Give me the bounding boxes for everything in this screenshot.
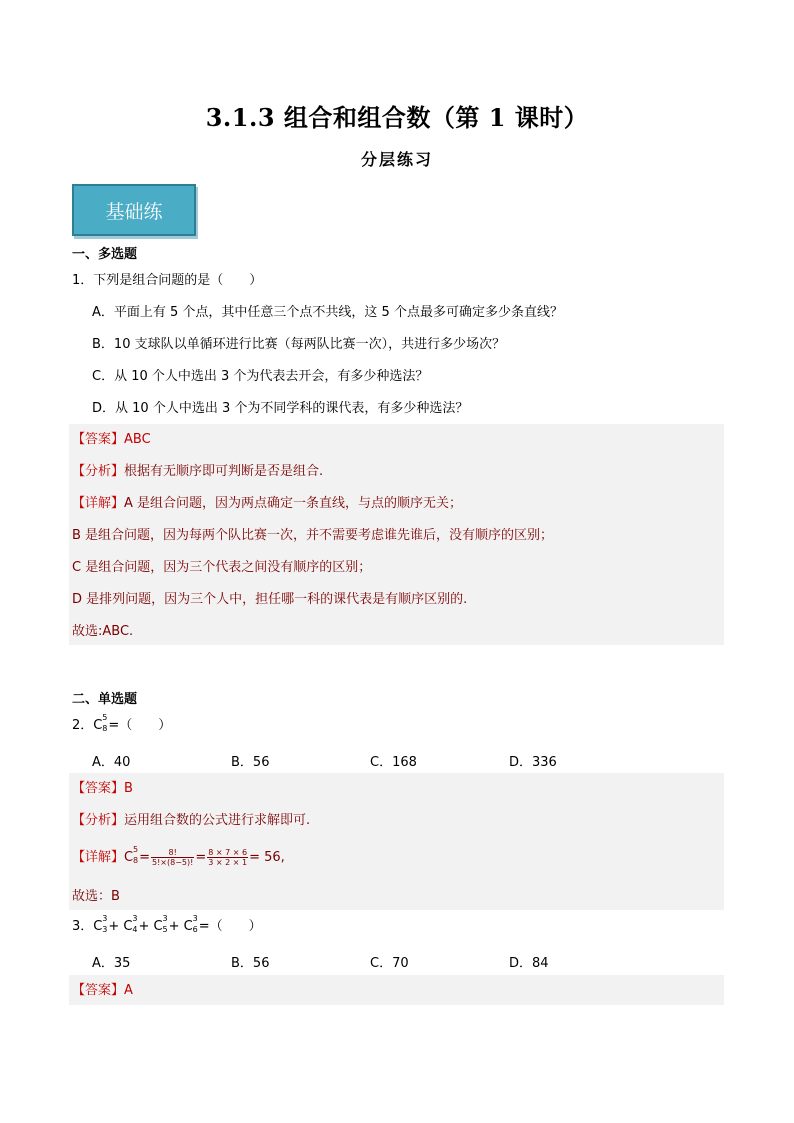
q2-analysis-label: 【分析】 (72, 813, 125, 828)
question-1-option-d: D．从 10 个人中选出 3 个为不同学科的课代表，有多少种选法？ (92, 401, 469, 416)
q2-choice-c: C．168 (370, 755, 417, 770)
q3-answer-value: A (124, 983, 133, 998)
q1-detail-text: A 是组合问题，因为两点确定一条直线，与点的顺序无关； (124, 496, 463, 511)
q2-detail-result: = 56, (249, 850, 285, 865)
q1-detail-c: C 是组合问题，因为三个代表之间没有顺序的区别； (72, 560, 372, 575)
q1-detail-b: B 是组合问题，因为每两个队比赛一次，并不需要考虑谁先谁后，没有顺序的区别； (72, 528, 554, 543)
question-1-option-b: B．10 支球队以单循环进行比赛（每两队比赛一次），共进行多少场次？ (92, 337, 506, 352)
page-subtitle: 分层练习 (360, 150, 433, 169)
q2-fraction-factorial: $\frac{8!}{5!\times(8-5)!}$ (152, 848, 194, 867)
q3-choice-b: B．56 (231, 956, 270, 971)
question-3-choices (92, 952, 652, 971)
question-2-stem (72, 713, 172, 734)
q3-plus-1: + (108, 919, 120, 934)
q3-term-4: C 3 6 (183, 914, 198, 934)
q2-combination-symbol: C 5 8 (93, 713, 108, 733)
level-badge: 基础练 (72, 184, 196, 236)
question-1-option-a: A．平面上有 5 个点，其中任意三个点不共线，这 5 个点最多可确定多少条直线？ (92, 305, 563, 320)
q2-choice-d: D．336 (509, 755, 557, 770)
q1-detail-d: D 是排列问题，因为三个人中，担任哪一科的课代表是有顺序区别的. (72, 592, 468, 607)
q3-answer-label: 【答案】 (72, 983, 125, 998)
q3-number: 3． (72, 919, 94, 934)
q2-answer-value: B (124, 781, 133, 796)
q2-choice-b: B．56 (231, 755, 270, 770)
q1-analysis-line (72, 464, 323, 480)
question-2-choices (92, 751, 652, 770)
q2-analysis-line (72, 813, 310, 829)
q3-choice-c: C．70 (370, 956, 409, 971)
q1-answer-value: ABC (124, 432, 151, 447)
question-3-solution-box (69, 975, 724, 1005)
q1-detail-line (72, 496, 462, 512)
q3-plus-3: + (168, 919, 180, 934)
q2-detail-eq1: = (139, 850, 150, 865)
question-2-solution-box (69, 773, 724, 910)
section-heading-single: 二、单选题 (72, 692, 138, 707)
question-3-stem (72, 914, 262, 935)
q1-answer-label: 【答案】 (72, 432, 125, 447)
q3-term-2: C 3 4 (123, 914, 138, 934)
q2-detail-label: 【详解】 (72, 850, 125, 865)
q2-analysis-text: 运用组合数的公式进行求解即可. (124, 813, 311, 828)
q3-stem-tail: =（ ） (198, 919, 262, 934)
q1-detail-label: 【详解】 (72, 496, 125, 511)
q3-term-3: C 3 5 (153, 914, 168, 934)
q2-detail-eq2: = (195, 850, 207, 865)
question-1-solution-box (69, 424, 724, 645)
q2-detail-line (72, 845, 285, 871)
q2-detail-combination: C 5 8 (124, 845, 139, 865)
q2-number: 2． (72, 718, 94, 733)
q2-stem-tail: =（ ） (108, 718, 172, 733)
question-1-stem: 1．下列是组合问题的是（ ） (72, 273, 263, 288)
page-title: 3.1.3 组合和组合数（第 1 课时） (205, 103, 589, 132)
question-1-option-c: C．从 10 个人中选出 3 个为代表去开会，有多少种选法？ (92, 369, 429, 384)
q2-fraction-product: $\frac{8 \times 7 \times 6}{3 \times 2 \times 1}$ (208, 848, 248, 867)
section-heading-multi: 一、多选题 (72, 247, 138, 262)
q2-choice-a: A．40 (92, 755, 131, 770)
q3-term-1: C 3 3 (93, 914, 108, 934)
q1-analysis-text: 根据有无顺序即可判断是否是组合. (124, 464, 324, 479)
q1-conclusion: 故选:ABC. (72, 624, 134, 639)
q3-choice-a: A．35 (92, 956, 131, 971)
q1-analysis-label: 【分析】 (72, 464, 125, 479)
q3-choice-d: D．84 (509, 956, 549, 971)
q1-answer-line (72, 432, 151, 448)
q3-plus-2: + (138, 919, 150, 934)
q2-conclusion: 故选：B (72, 889, 120, 904)
q2-answer-line (72, 781, 133, 797)
q2-answer-label: 【答案】 (72, 781, 125, 796)
q3-answer-line (72, 983, 133, 999)
